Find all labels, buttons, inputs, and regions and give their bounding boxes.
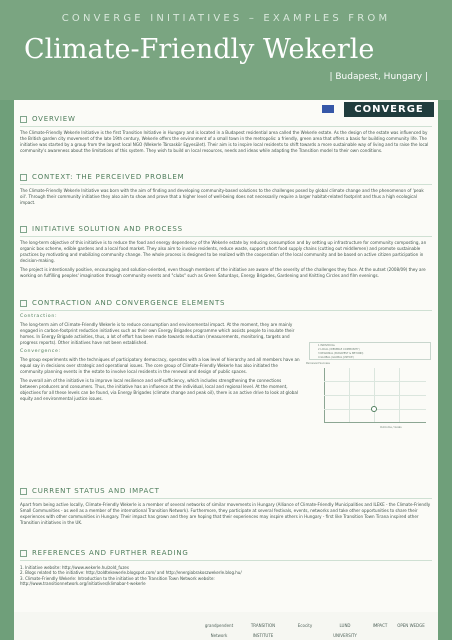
diagram-gridline bbox=[374, 368, 375, 422]
diagram-left-label: Perceived Success bbox=[306, 362, 330, 365]
convergence-subtitle: Convergence: bbox=[20, 349, 61, 354]
legend-item: 3 REGIONAL (BUDAPEST & BEYOND) bbox=[318, 352, 364, 355]
section-heading bbox=[20, 548, 432, 558]
diagram-gridline bbox=[349, 368, 350, 422]
solution-text-1: The long-term objective of this initiative is to reduce the food and energy dependency of the Wekerle estate by reducing consumption and by setting up infrastructure for community composting, an organic box scheme, edible gardens and a local food market. They also aim to involve residents, reduce waste, support short food supply chains (cutting out middlemen) and promote sustainable practices by motivating and mobilizing community change. The whole process is designed to be realized with the cooperation of the local community and be based on active citizen participation in decision-making. bbox=[20, 240, 427, 263]
convergence-text-1: The group experiments with the techniques of participatory democracy, operates with a low level of hierarchy and all members have an equal say in decisions over strategic and operational issues. The core group of Climate-Friendly Wekerle has also initiated the community planning events in the estate to involve local residents in the renewal and design of public spaces. bbox=[20, 357, 300, 374]
section-marker-icon bbox=[20, 488, 27, 495]
section-title: REFERENCES AND FURTHER READING bbox=[32, 549, 189, 557]
poster-sheet bbox=[14, 100, 438, 612]
section-references bbox=[20, 548, 432, 587]
section-status bbox=[20, 486, 432, 526]
section-title: CONTRACTION AND CONVERGENCE ELEMENTS bbox=[32, 299, 226, 307]
convergence-text-2: The overall aim of the initiative is to improve local resilience and self-sufficiency, which includes strengthening the connections between producers and consumers. Thus, the initiative has an influence at the individual, local and regional level. At the moment, objectives for all these levels can be found, via Energy Brigades (climate change and peak oil), there is an active drive to look at global equity and environmental justice issues. bbox=[20, 378, 299, 401]
ecocity-logo: Ecocity bbox=[297, 623, 313, 628]
converge-logo: CONVERGE bbox=[344, 102, 434, 117]
section-marker-icon bbox=[20, 174, 27, 181]
legend-item: 2 LOCAL (WEKERLE COMMUNITY) bbox=[318, 348, 360, 351]
diagram-gridline bbox=[399, 368, 400, 422]
section-rule bbox=[20, 310, 432, 311]
section-rule bbox=[20, 184, 432, 185]
diagram-gridline bbox=[324, 395, 426, 396]
legend-item: 4 GLOBAL (GLOBAL JUSTICE) bbox=[318, 356, 354, 359]
section-rule bbox=[20, 126, 432, 127]
independent-network-logo: grandpendent Network bbox=[204, 623, 234, 638]
impact-logo: IMPACT bbox=[372, 623, 388, 628]
location-label: | Budapest, Hungary | bbox=[329, 72, 428, 82]
section-heading bbox=[20, 172, 432, 182]
section-heading bbox=[20, 486, 432, 496]
diagram-legend bbox=[309, 342, 431, 360]
partner-logos-footer bbox=[14, 612, 438, 640]
section-overview bbox=[20, 114, 432, 154]
reference-list bbox=[20, 565, 432, 587]
page-title: Climate-Friendly Wekerle bbox=[24, 34, 375, 65]
open-wedge-logo: OPEN WEDGE bbox=[397, 623, 425, 628]
status-text: Apart from being active locally, Climate-Friendly Wekerle is a member of several networks of similar movements in Hungary (Alliance of Climate-Friendly Municipalities and ILEKE - the Climate-Friendly Small Communities - as well as a member of the international Transition Network). Furthermore, they participate at several festivals, events, networks and take other opportunities to share their experiences with other communities in Hungary. Their impact has grown and they are hoping that their experiences may inspire others in Hungary - first like Transition Town Tirana inspired other Transition initiatives in the UK. bbox=[20, 502, 431, 525]
reference-item: 2. Blogs related to the initiative: http://zoldtekewerle.blogspot.com/ and http://energiabrakoszwekerle.blog.hu/ bbox=[20, 570, 242, 576]
contraction-subtitle: Contraction: bbox=[20, 314, 58, 319]
diagram-right-label: Outcome / Goals bbox=[380, 426, 402, 429]
section-marker-icon bbox=[20, 550, 27, 557]
section-title: OVERVIEW bbox=[32, 115, 76, 123]
section-marker-icon bbox=[20, 300, 27, 307]
section-context bbox=[20, 172, 432, 206]
solution-text-2: The project is intentionally positive, encouraging and solution-oriented, even though members of the initiative are aware of the severity of the challenges they face. At the outset (2008/09) they are working on fulfilling peoples' imagination through community events and "clubs" such as Green Saturdays, Energy Brigades, Gardening and Knitting Circles and film evenings. bbox=[20, 267, 426, 278]
diagram-gridline bbox=[324, 381, 426, 382]
section-marker-icon bbox=[20, 226, 27, 233]
section-rule bbox=[20, 236, 432, 237]
header-kicker: CONVERGE INITIATIVES – EXAMPLES FROM bbox=[61, 13, 391, 24]
section-heading bbox=[20, 298, 300, 308]
transition-institute-logo: TRANSITION INSTITUTE bbox=[250, 623, 276, 638]
overview-text: The Climate-Friendly Wekerle Initiative is the first Transition Initiative in Hungary and is located in a Budapest residential area called the Wekerle estate. As the design of the estate was influenced by the British garden city movement of the late 19th century, Wekerle offers the environment of a small town in the metropolis: a friendly, green area that offers a basis for building community life. The initiative was started by a group from the largest local NGO (Wekerle Társaskör Egyesület). Their aim is to inspire local residents to shift towards a more sustainable way of living and to raise the local community's awareness about the limitations of this system. They wish to build on local resources, needs and ideas while adapting the Transition model to their own conditions. bbox=[20, 130, 429, 153]
section-title: INITIATIVE SOLUTION AND PROCESS bbox=[32, 225, 183, 233]
section-heading bbox=[20, 224, 432, 234]
section-title: CONTEXT: THE PERCEIVED PROBLEM bbox=[32, 173, 185, 181]
section-heading bbox=[20, 114, 432, 124]
contraction-convergence-diagram bbox=[304, 338, 436, 433]
section-contraction bbox=[20, 298, 300, 402]
eu-flag-icon bbox=[322, 105, 334, 113]
diagram-x-axis bbox=[324, 422, 426, 423]
reference-item: http://www.transitionnetwork.org/initiatives/klimabar-t-wekerle bbox=[20, 581, 146, 587]
section-rule bbox=[20, 498, 432, 499]
section-rule bbox=[20, 560, 432, 561]
reference-item: 3. Climate-Friendly Wekerle: Introduction to the initiative at the Transition Town Network website: bbox=[20, 575, 215, 581]
diagram-marker bbox=[371, 406, 377, 412]
contraction-text: The long-term aim of Climate-Friendly Wekerle is to reduce consumption and environmental impact. At the moment, they are mainly engaged in carbon-footprint reduction initiatives such as their own Energy Brigades programme which assists people to insulate their homes. In Energy Brigade activities, thus, a lot of effort has been made towards reduction (measurements, monitoring, targets and progress reports). Other initiatives have not been established. bbox=[20, 322, 295, 345]
header-banner bbox=[0, 0, 452, 100]
section-solution bbox=[20, 224, 432, 279]
reference-item: 1. Initiative website: http://www.wekerle.hu/zold_fuzes bbox=[20, 565, 129, 570]
section-marker-icon bbox=[20, 116, 27, 123]
context-text: The Climate-Friendly Wekerle Initiative was born with the aim of finding and developing community-based solutions to the challenges posed by global climate change and the phenomenon of 'peak oil'. Through their community initiative they also aim to show and prove that a higher level of well-being does not necessarily require a larger habitat-related footprint and thus a high ecological impact. bbox=[20, 188, 424, 205]
lund-university-logo: LUND UNIVERSITY bbox=[333, 623, 357, 638]
section-title: CURRENT STATUS AND IMPACT bbox=[32, 487, 160, 495]
legend-item: 1 INDIVIDUAL bbox=[318, 344, 335, 347]
